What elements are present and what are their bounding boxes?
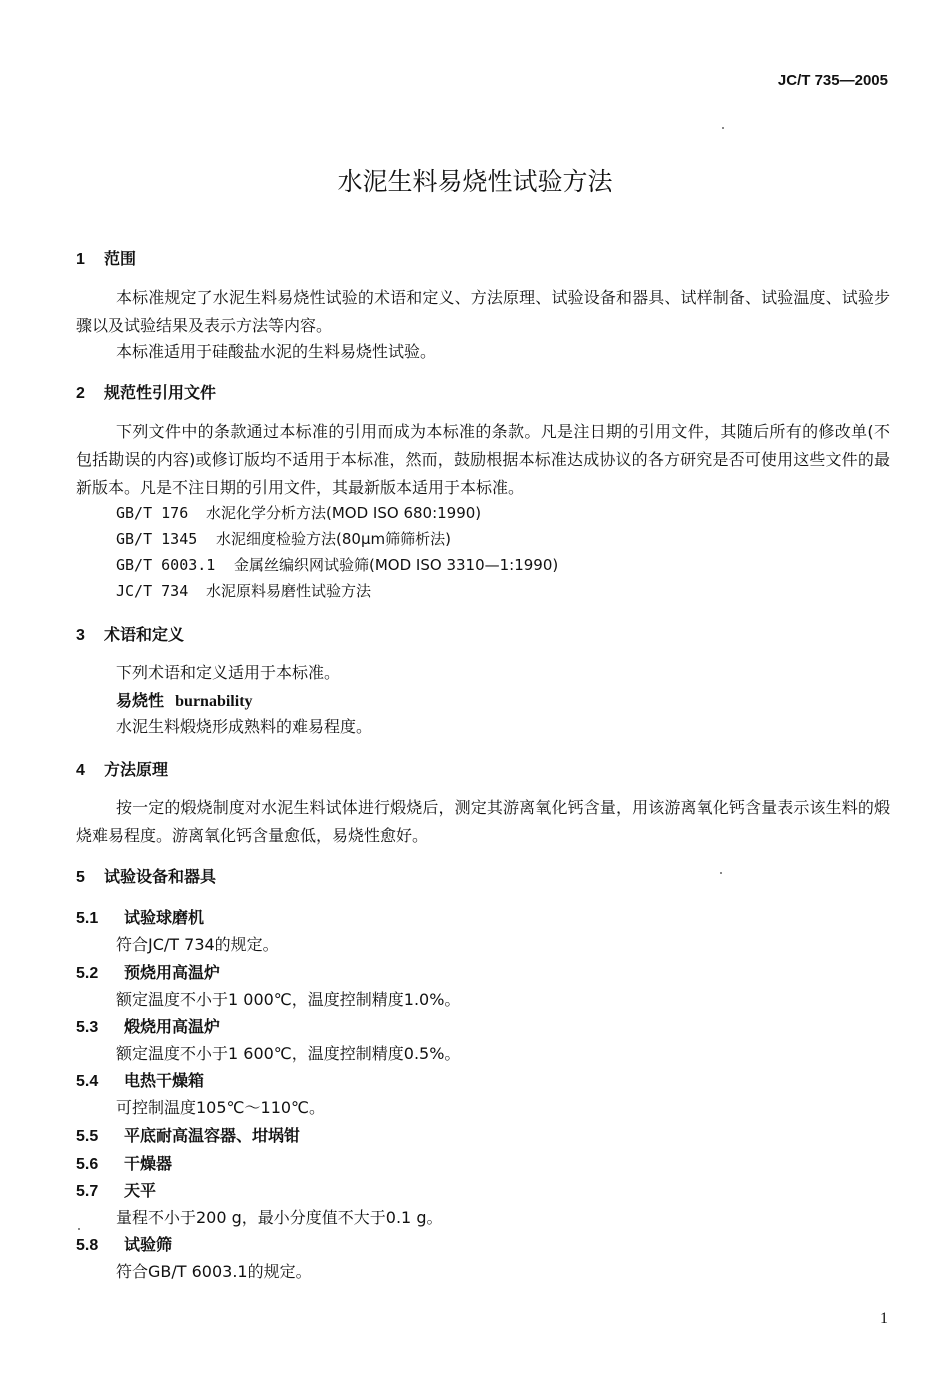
term-chinese: 易烧性 (116, 691, 165, 710)
reference-title: 金属丝编织网试验筛(MOD ISO 3310—1:1990) (234, 556, 559, 574)
reference-item (116, 554, 558, 575)
section-title: 范围 (104, 249, 137, 268)
section-number: 3 (76, 627, 85, 644)
reference-title: 水泥化学分析方法(MOD ISO 680:1990) (206, 504, 482, 522)
reference-item (116, 528, 451, 549)
section-4-paragraph-1: 按一定的煅烧制度对水泥生料试体进行煅烧后，测定其游离氧化钙含量，用该游离氧化钙含量表示该生料的煅烧难易程度。游离氧化钙含量愈低，易烧性愈好。 (76, 798, 890, 845)
subclause-text: 额定温度不小于1 000℃，温度控制精度1.0%。 (116, 990, 461, 1009)
term-entry (116, 688, 253, 711)
reference-title: 水泥原料易磨性试验方法 (206, 582, 372, 600)
section-3-paragraph-1: 下列术语和定义适用于本标准。 (116, 663, 341, 682)
subclause-label: 平底耐高温容器、坩埚钳 (124, 1126, 301, 1145)
section-2-paragraph-1: 下列文件中的条款通过本标准的引用而成为本标准的条款。凡是注日期的引用文件，其随后所有的修改单(不包括勘误的内容)或修订版均不适用于本标准，然而，鼓励根据本标准达成协议的各方研究是否可使用这些文件的最新版本。凡是不注日期的引用文件，其最新版本适用于本标准。 (76, 422, 890, 497)
section-number: 2 (76, 385, 85, 402)
section-3-heading (76, 622, 184, 645)
section-title: 试验设备和器具 (104, 867, 217, 886)
scan-speck (722, 127, 724, 129)
section-title: 方法原理 (104, 760, 169, 779)
reference-title: 水泥细度检验方法(80μm筛筛析法) (216, 530, 451, 548)
standard-number: JC/T 735—2005 (777, 72, 888, 89)
subclause-label: 电热干燥箱 (124, 1071, 205, 1090)
subclause-heading (76, 1068, 204, 1091)
subclause-label: 煅烧用高温炉 (124, 1017, 221, 1036)
subclause-text: 额定温度不小于1 600℃，温度控制精度0.5%。 (116, 1044, 461, 1063)
subclause-label: 试验球磨机 (124, 908, 205, 927)
subclause-number: 5.2 (76, 965, 99, 982)
subclause-number: 5.8 (76, 1237, 99, 1254)
subclause-label: 天平 (124, 1181, 157, 1200)
subclause-label: 试验筛 (124, 1235, 173, 1254)
section-4-heading (76, 757, 168, 780)
subclause-text: 量程不小于200 g，最小分度值不大于0.1 g。 (116, 1208, 443, 1227)
scan-speck (78, 1228, 80, 1230)
subclause-number: 5.4 (76, 1073, 99, 1090)
reference-code: GB/T 176 (116, 504, 189, 522)
subclause-number: 5.3 (76, 1019, 99, 1036)
subclause-label: 预烧用高温炉 (124, 963, 221, 982)
section-number: 5 (76, 869, 85, 886)
reference-item (116, 580, 371, 601)
section-title: 规范性引用文件 (104, 383, 217, 402)
subclause-heading (76, 1014, 220, 1037)
subclause-number: 5.6 (76, 1156, 99, 1173)
section-title: 术语和定义 (104, 625, 185, 644)
section-number: 1 (76, 251, 85, 268)
subclause-number: 5.7 (76, 1183, 99, 1200)
term-english: burnability (175, 693, 253, 710)
subclause-heading (76, 960, 220, 983)
subclause-number: 5.1 (76, 910, 99, 927)
section-number: 4 (76, 762, 85, 779)
reference-code: GB/T 1345 (116, 530, 198, 548)
reference-code: GB/T 6003.1 (116, 556, 216, 574)
scan-speck (720, 872, 722, 874)
subclause-heading (76, 1232, 172, 1255)
subclause-text: 符合GB/T 6003.1的规定。 (116, 1262, 312, 1281)
document-title: 水泥生料易烧性试验方法 (337, 167, 613, 196)
subclause-text: 符合JC/T 734的规定。 (116, 935, 279, 954)
reference-code: JC/T 734 (116, 582, 189, 600)
term-definition: 水泥生料煅烧形成熟料的难易程度。 (116, 717, 373, 736)
section-1-heading (76, 246, 136, 269)
subclause-number: 5.5 (76, 1128, 99, 1145)
section-1-paragraph-1: 本标准规定了水泥生料易烧性试验的术语和定义、方法原理、试验设备和器具、试样制备、试验温度、试验步骤以及试验结果及表示方法等内容。 (76, 288, 890, 335)
subclause-heading (76, 1151, 172, 1174)
reference-item (116, 502, 481, 523)
section-1-paragraph-2: 本标准适用于硅酸盐水泥的生料易烧性试验。 (116, 342, 437, 361)
subclause-heading (76, 1123, 300, 1146)
section-2-heading (76, 380, 216, 403)
subclause-heading (76, 1178, 156, 1201)
subclause-label: 干燥器 (124, 1154, 173, 1173)
section-5-heading (76, 864, 216, 887)
subclause-text: 可控制温度105℃～110℃。 (116, 1098, 326, 1117)
page-number: 1 (880, 1310, 888, 1327)
subclause-heading (76, 905, 204, 928)
